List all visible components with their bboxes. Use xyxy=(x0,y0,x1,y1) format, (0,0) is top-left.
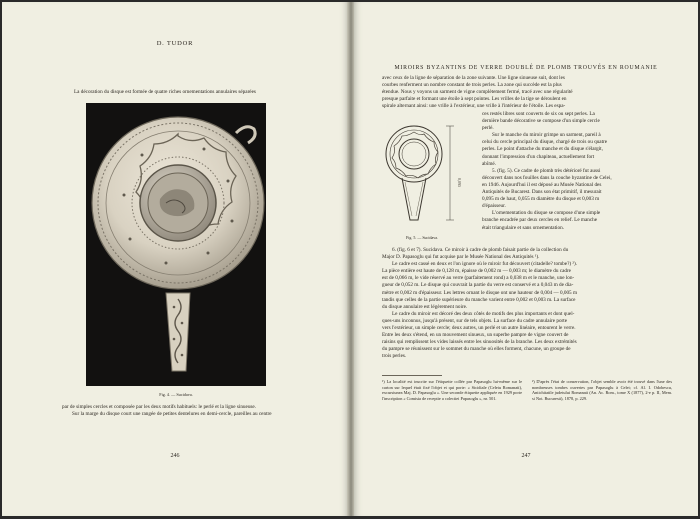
left-continuation-text xyxy=(62,404,304,418)
text-line: Antiquités de Bucarest. Dans son état primitif, il mesurait xyxy=(482,189,602,196)
right-bottom-text xyxy=(382,247,672,361)
text-line: ques-uns inconnus, jusqu'à présent, sur de tels objets. La surface du cadre annulaire porte xyxy=(382,317,568,324)
text-line: était triangulaire et sans ornementation. xyxy=(482,224,564,231)
text-line: Entre les deux s'étend, en un mouvement sinueux, un superbe pampre de vigne couvert de xyxy=(382,332,569,339)
text-line: gueur de 0,052 m. Le disque qui couvrait la partie du verre est conservé et a 0,043 m de dia- xyxy=(382,282,574,289)
text-line: découvert dans nos fouilles dans la couche byzantine de Celei, xyxy=(482,174,612,181)
footnotes-left-column xyxy=(382,379,522,402)
text-line: Sur la marge du disque court une rangée de petites dentelures en demi-cercle, pareilles au centre xyxy=(72,411,272,418)
text-line: La pièce entière est haute de 0,128 m, épaisse de 0,002 m — 0,003 m; le diamètre du cadre xyxy=(382,268,571,275)
text-line: mètre et 0,002 m d'épaisseur. Les lettres ornant le disque ont une hauteur de 0,004 — 0,005 m xyxy=(382,289,577,296)
left-intro-text: La décoration du disque est formée de quatre riches ornementations annulaires séparées xyxy=(74,89,256,95)
text-line: avec ceux de la ligne de séparation de la zone suivante. Une ligne sinueuse suit, dont les xyxy=(382,75,565,81)
text-line: Sur le manche du miroir grimpe un sarment, pareil à xyxy=(492,132,601,139)
footnote-rule xyxy=(382,375,442,376)
text-line: étendue. Nous y voyons un sarment de vigne complètement fermé, tracé avec une régularité xyxy=(382,89,573,96)
text-line: Le cadre du miroir est décoré des deux côtés de motifs des plus importants et dont quel- xyxy=(392,310,575,317)
text-line: Le cadre est cassé en deux et l'on ignore où le miroir fut découvert (citadelle? tombe?) ²). xyxy=(392,261,577,268)
text-line: trois perles. xyxy=(382,353,407,360)
text-line: abîmé. xyxy=(482,160,496,167)
text-line: raisins qui remplissent les vides laissés entre les sinuosités de la branche. Les deux extrémités xyxy=(382,339,577,346)
text-line: est de 0,066 m, le vide réservé au verre (parfaitement rond) a 0,038 m et le manche, une lon- xyxy=(382,275,575,282)
text-line: par de simples cercles et composée par les deux motifs habituels: le perlé et la ligne sinueuse. xyxy=(62,404,257,410)
text-line: perles. Le point d'attache du manche et du disque s'élargit, xyxy=(482,146,603,153)
text-line: branche encadrée par deux cercles en relief. Le manche xyxy=(482,217,598,224)
book-spread xyxy=(2,2,698,516)
right-side-text xyxy=(482,111,672,232)
text-line: du pampre se réunissent sur le sommet du manche où elles forment, chacune, un groupe de xyxy=(382,346,571,353)
right-page-number: 247 xyxy=(521,453,531,459)
text-line: 6. (fig. 6 et 7). Sucidava. Ce miroir à cadre de plomb faisait partie de la collection du xyxy=(392,247,569,253)
figure-5-inscription: 0,095 xyxy=(457,178,462,187)
text-line: 0,095 m de haut, 0,055 m diamètre du disque et 0,003 m xyxy=(482,196,600,203)
text-line: d'épaisseur. xyxy=(482,203,506,210)
text-line: du disque annulaire est légèrement noire. xyxy=(382,303,468,310)
mirror-photograph xyxy=(86,103,266,386)
left-running-head: D. TUDOR xyxy=(156,40,194,47)
text-line: tandis que celles de la partie supérieure du manche varient entre 0,002 et 0,003 m. La surface xyxy=(382,296,576,303)
text-line: dernière bande décorative se compose d'un simple cercle xyxy=(482,118,600,125)
text-line: Major D. Papasoglu qui fut acquise par le Musée National des Antiquités ¹). xyxy=(382,254,540,261)
left-page xyxy=(2,2,348,516)
text-line: courbes renferment un nombre constant de trois perles. La zone qui succède est la plus xyxy=(382,82,562,89)
text-line: perlé. xyxy=(482,125,494,132)
figure-4-caption: Fig. 4. — Sucidava. xyxy=(159,392,193,397)
text-line: en 1946. Aujourd'hui il est déposé au Musée National des xyxy=(482,181,602,188)
right-top-text xyxy=(382,75,672,110)
text-line: L'ornementation du disque se compose d'une simple xyxy=(492,210,601,217)
text-line: presque parfaite et formant une étoile à sept pointes. Les vrilles de la tige se déroulent en xyxy=(382,96,567,103)
text-line: celui du cercle principal du disque, chargé de trois ou quatre xyxy=(482,139,608,146)
right-page xyxy=(354,2,698,516)
right-running-head: MIROIRS BYZANTINS DE VERRE DOUBLÉ DE PLOMB TROUVÉS EN ROUMANIE xyxy=(394,65,658,71)
text-line: vers l'extérieur, un simple cercle; deux autres, un perlé et un autre linéaire, entourent le verre. xyxy=(382,325,576,332)
text-line: spirale alternant ainsi: une vrille à l'extérieur, une vrille à l'intérieur de l'étoile. Les espa- xyxy=(382,103,566,110)
footnote: ²) D'après l'état de conservation, l'objet semble avoir été trouvé dans l'une des nombreuses tombes ouvertes par Papasoglu à Celei; cf. Al. I. Odobescu, Antichitatile judetului Romanati (An. Ac. Rom., tome X (1877), 2-e p. II, Mem. si Not. Bucuresti), 1878, p. 229. xyxy=(532,379,672,401)
left-page-number: 246 xyxy=(170,453,180,459)
text-line: 5. (fig. 5). Ce cadre de plomb très détérioré fut aussi xyxy=(492,167,601,174)
mirror-drawing-figure-5 xyxy=(374,120,470,232)
text-line: ces restés libres sont couverts de six ou sept perles. La xyxy=(482,111,595,117)
text-line: donnant l'impression d'un chapiteau, actuellement fort xyxy=(482,153,595,160)
footnote: ¹) La localité est inscrite sur l'étiquette collée par Papasoglu lui-même sur le carton sur lequel était fixé l'objet et qui porte: « Sicidiale (Celeiu Romanati), excursiunea Maj. D. Papasoglu ». Une seconde étiquette appliquée en 1929 porte l'inscription « Comisia de receptie a colectiei Papasoglu », nr. 501. xyxy=(382,379,522,401)
figure-5-caption: Fig. 5. — Sucidava. xyxy=(406,235,438,240)
footnotes-right-column xyxy=(532,379,672,402)
